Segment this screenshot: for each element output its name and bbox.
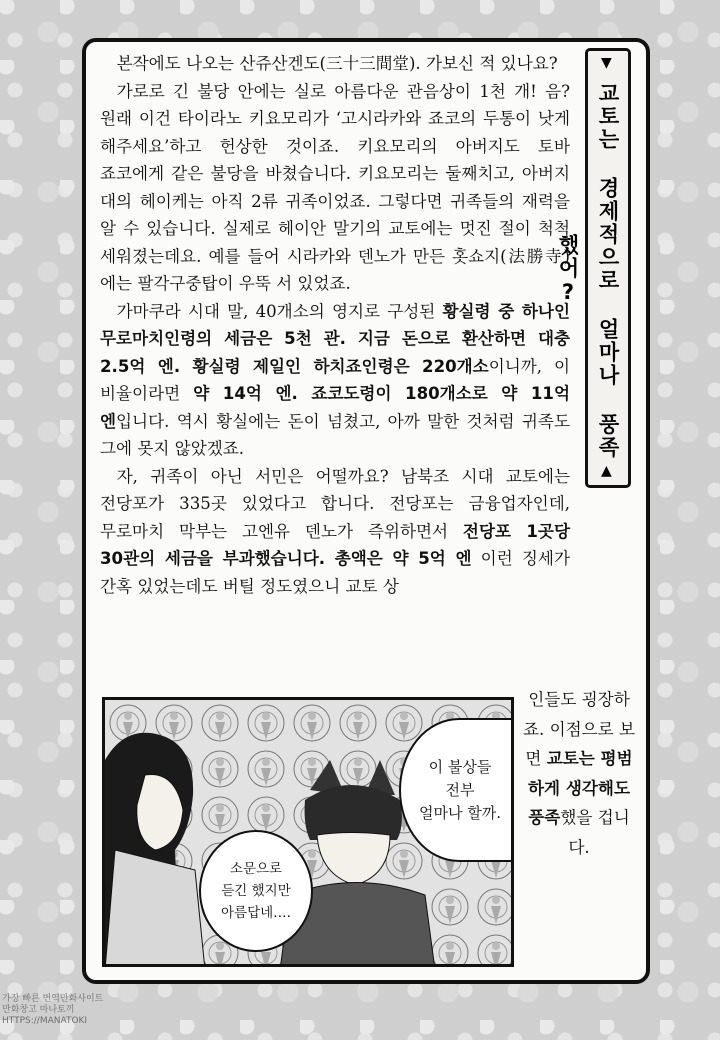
- paragraph: [100, 78, 570, 298]
- side-paragraph: [520, 685, 638, 862]
- bubble-right-line-3: 얼마나 할까.: [419, 803, 501, 822]
- paragraph: [100, 50, 570, 78]
- title-banner: [556, 48, 631, 488]
- text-run: 가마쿠라 시대 말, 40개소의 영지로 구성된: [116, 301, 443, 321]
- paragraph: [100, 463, 570, 601]
- bubble-right-line-2: 전부: [445, 780, 475, 799]
- bold-text-run: 전당포 1곳당 30관의 세금을 부과했습니다. 총액은 약 5억 엔: [100, 521, 570, 568]
- text-run: 가로로 긴 불당 안에는 실로 아름다운 관음상이 1천 개! 음? 원래 이건 타이라노 키요모리가 ‘고시라카와 죠코의 두통이 낫게 해주세요’하고 헌상한 것이죠. 키요모리의 아버지도 토바 죠코에게 같은 불당을 바쳤습니다. 키요모리는 둘째치고, 아버지 대의 헤이케는 아직 2류 귀족이었죠. 그렇다면 귀족들의 재력을 알 수 있습니다. 실제로 헤이안 말기의 교토에는 멋진 절이 척척 세워졌는데요. 예를 들어 시라카와 덴노가 만든 홋쇼지(法勝寺)에는 팔각구중탑이 우뚝 서 있었죠.: [100, 81, 570, 293]
- speech-bubble-right: [399, 718, 514, 862]
- text-run: 했을 겁니다.: [560, 808, 630, 857]
- up-arrow-icon: ▲: [601, 463, 612, 479]
- paragraph: [100, 298, 570, 463]
- text-run: 이런 징세가 간혹 있었는데도 버틸 정도였으니 교토 상: [100, 549, 570, 596]
- bold-text-run: 약 14억 엔. 죠코도령이 180개소로 약 11억 엔: [100, 384, 570, 431]
- speech-bubble-left: [199, 830, 313, 952]
- bubble-right-line-1: 이 불상들: [428, 757, 492, 776]
- watermark-line-2: 만화창고 마나토끼: [2, 1005, 75, 1015]
- bubble-left-line-2: 듣긴 했지만: [221, 883, 291, 899]
- bold-text-run: 교토는 평범하게 생각해도 풍족: [528, 749, 633, 827]
- text-run: 본작에도 나오는 산쥬산겐도(三十三間堂). 가보신 적 있나요?: [116, 54, 558, 73]
- article-body: [100, 50, 570, 600]
- text-run: 이니까, 이 비율이라면: [100, 356, 570, 403]
- down-arrow-icon: ▼: [601, 55, 612, 71]
- bubble-left-line-3: 아름답네….: [221, 905, 291, 921]
- watermark-line-3: HTTPS://MANATOKI: [2, 1016, 88, 1026]
- site-watermark: [2, 994, 103, 1027]
- text-run: 자, 귀족이 아닌 서민은 어떨까요? 남북조 시대 교토에는 전당포가 335곳 있었다고 합니다. 전당포는 금융업자인데, 무로마치 막부는 고엔유 덴노가 즉위하면서: [100, 466, 570, 541]
- bubble-left-line-1: 소문으로: [229, 861, 283, 877]
- watermark-line-1: 가장 빠른 번역만화사이트: [2, 994, 104, 1004]
- text-run: 인들도 굉장하죠. 이점으로 보면: [522, 690, 635, 768]
- vertical-title: 교토는 경제적으로 얼마나 풍족했어?: [556, 81, 620, 459]
- bold-text-run: 황실령 중 하나인 무로마치인령의 세금은 5천 관. 지금 돈으로 환산하면 대충 2.5억 엔. 황실령 제일인 하치죠인령은 220개소: [100, 301, 570, 376]
- text-run: 입니다. 역시 황실에는 돈이 넘쳤고, 아까 말한 것처럼 귀족도 그에 못지 않았겠죠.: [100, 411, 570, 458]
- manga-panel: [102, 697, 514, 967]
